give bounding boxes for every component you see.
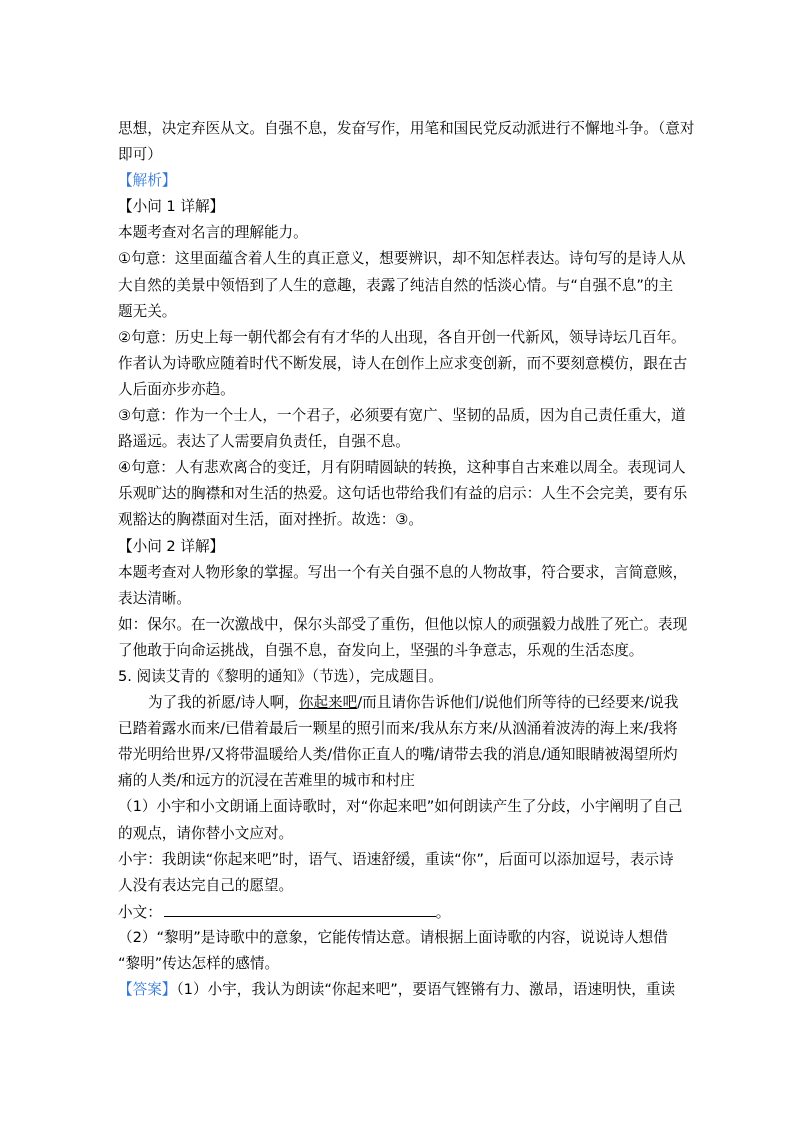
text-line: ④句意：人有悲欢离合的变迁，月有阴晴圆缺的转换，这种事自古来难以周全。表现词人 — [118, 459, 686, 477]
text-line: 观豁达的胸襟面对生活，面对挫折。故选：③。 — [118, 511, 423, 529]
poem-line: 带光明给世界/又将带温暖给人类/借你正直人的嘴/请带去我的消息/通知眼睛被渴望所灼 — [118, 746, 678, 764]
blank-end: 。 — [435, 903, 451, 921]
text-line: ①句意：这里面蕴含着人生的真正意义，想要辨识，却不知怎样表达。诗句写的是诗人从 — [118, 250, 686, 268]
question-line: 小宇：我朗读“你起来吧”时，语气、语速舒缓，重读“你”，后面可以添加逗号，表示诗 — [118, 850, 674, 868]
text-line: 乐观旷达的胸襟和对生活的热爱。这句话也带给我们有益的启示：人生不会完美，要有乐 — [118, 485, 688, 503]
answer-line — [118, 979, 678, 1001]
question-line: 人没有表达完自己的愿望。 — [118, 876, 294, 894]
text-line: 如：保尔。在一次激战中，保尔头部受了重伤，但他以惊人的顽强毅力战胜了死亡。表现 — [118, 615, 688, 633]
analysis-heading: 【解析】 — [118, 172, 177, 190]
question-line: “黎明”传达怎样的感情。 — [118, 955, 280, 972]
poem-line: 痛的人类/和远方的沉浸在苦难里的城市和村庄 — [118, 772, 415, 790]
answer-blank-line — [118, 901, 678, 923]
poem-line: 已踏着露水而来/已借着最后一颗星的照引而来/我从东方来/从汹涌着波涛的海上来/我将 — [118, 720, 678, 738]
text-line: 了他敢于向命运挑战，自强不息，奋发向上，坚强的斗争意志，乐观的生活态度。 — [118, 641, 644, 659]
answer-text: （1）小宇，我认为朗读“你起来吧”，要语气铿锵有力、激昂，语速明快，重读 — [176, 981, 676, 999]
text-line: 大自然的美景中领悟到了人生的意趣，表露了纯洁自然的恬淡心情。与“自强不息”的主 — [118, 276, 674, 294]
xiaowen-label: 小文： — [118, 903, 162, 921]
text-line: 表达清晰。 — [118, 589, 191, 607]
text-line: 本题考查对名言的理解能力。 — [118, 224, 308, 242]
text-line: ②句意：历史上每一朝代都会有有才华的人出现，各自开创一代新风，领导诗坛几百年。 — [118, 328, 686, 346]
poem-text: 为了我的祈愿/诗人啊， — [148, 694, 299, 712]
text-line: 即可） — [118, 146, 162, 164]
answer-label: 【答案】 — [118, 981, 177, 999]
question-line: （1）小宇和小文朗诵上面诗歌时，对“你起来吧”如何朗读产生了分歧，小宇阐明了自己 — [118, 798, 683, 816]
question-line: （2）“黎明”是诗歌中的意象，它能传情达意。请根据上面诗歌的内容，说说诗人想借 — [118, 928, 668, 946]
question-line: 的观点，请你替小文应对。 — [118, 824, 294, 842]
poem-underlined-text: 你起来吧 — [298, 694, 358, 712]
text-line: ③句意：作为一个士人，一个君子，必须要有宽广、坚韧的品质，因为自己责任重大，道 — [118, 407, 686, 425]
subquestion-2-heading: 【小问 2 详解】 — [118, 537, 225, 555]
text-line: 思想，决定弃医从文。自强不息，发奋写作，用笔和国民党反动派进行不懈地斗争。（意对 — [118, 120, 695, 137]
text-line: 作者认为诗歌应随着时代不断发展，诗人在创作上应求变创新，而不要刻意模仿，跟在古 — [118, 354, 688, 372]
text-line: 人后面亦步亦趋。 — [118, 380, 235, 398]
poem-text: /而且请你告诉他们/说他们所等待的已经要来/说我 — [357, 694, 679, 712]
answer-blank[interactable] — [164, 901, 436, 917]
text-line: 题无关。 — [118, 302, 177, 320]
text-line: 本题考查对人物形象的掌握。写出一个有关自强不息的人物故事，符合要求，言简意赅， — [118, 563, 688, 581]
document-page — [118, 118, 695, 1005]
text-line: 路遥远。表达了人需要肩负责任，自强不息。 — [118, 433, 410, 451]
poem-line — [118, 692, 678, 714]
subquestion-1-heading: 【小问 1 详解】 — [118, 198, 225, 216]
question-5-heading: 5. 阅读艾青的《黎明的通知》（节选），完成题目。 — [118, 667, 444, 685]
